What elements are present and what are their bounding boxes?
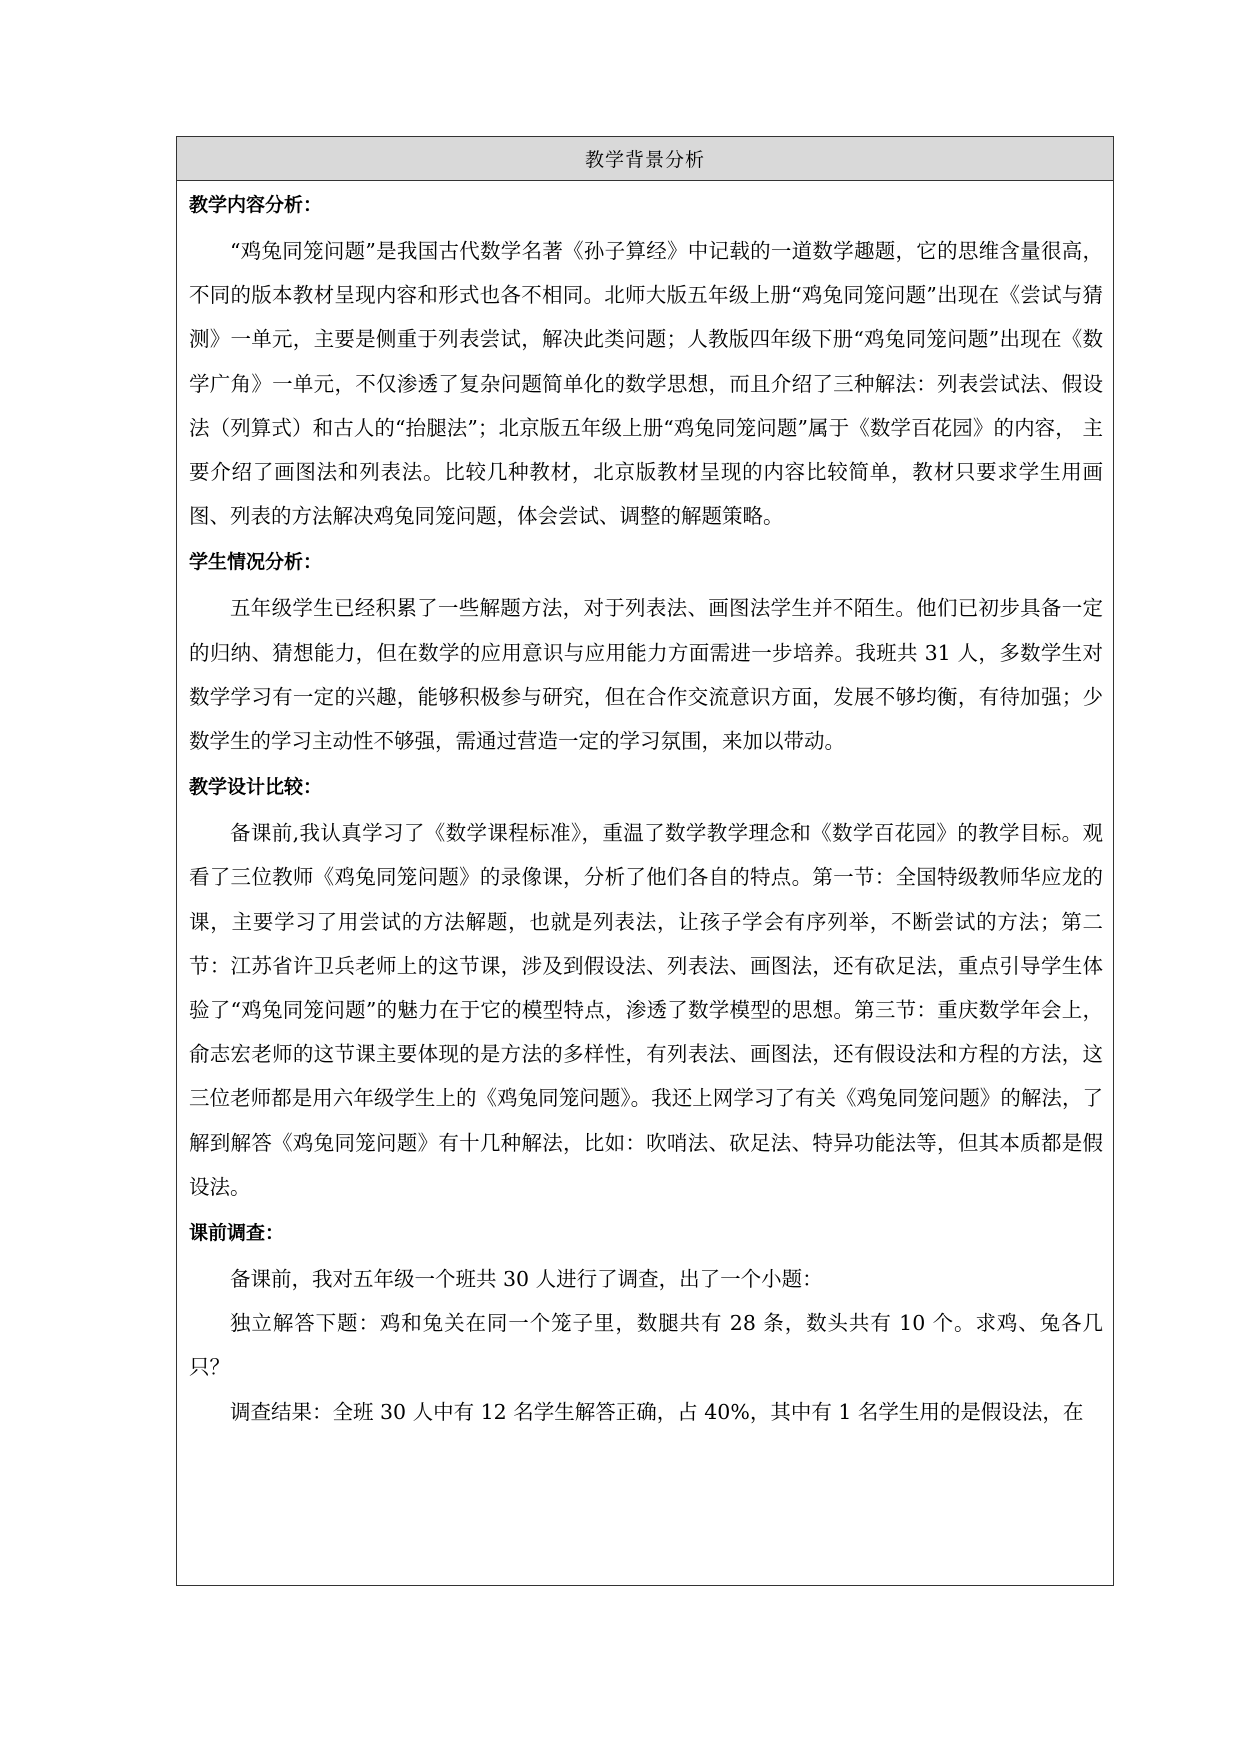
analysis-table [176,136,1114,1586]
table-body [177,181,1113,1434]
section-pre-class-survey [189,1209,1103,1434]
paragraph: “鸡兔同笼问题”是我国古代数学名著《孙子算经》中记载的一道数学趣题，它的思维含量很高，不同的版本教材呈现内容和形式也各不相同。北师大版五年级上册“鸡兔同笼问题”出现在《尝试与猜测》一单元，主要是侧重于列表尝试，解决此类问题；人教版四年级下册“鸡兔同笼问题”出现在《数学广角》一单元，不仅渗透了复杂问题简单化的数学思想，而且介绍了三种解法：列表尝试法、假设法（列算式）和古人的“抬腿法”；北京版五年级上册“鸡兔同笼问题”属于《数学百花园》的内容， 主要介绍了画图法和列表法。比较几种教材，北京版教材呈现的内容比较简单，教材只要求学生用画图、列表的方法解决鸡兔同笼问题，体会尝试、调整的解题策略。 [189,239,1103,529]
paragraph: 五年级学生已经积累了一些解题方法，对于列表法、画图法学生并不陌生。他们已初步具备一定的归纳、猜想能力，但在数学的应用意识与应用能力方面需进一步培养。我班共 31 人，多数学生对数学学习有一定的兴趣，能够积极参与研究，但在合作交流意识方面，发展不够均衡，有待加强；少数学生的学习主动性不够强，需通过营造一定的学习氛围，来加以带动。 [189,596,1103,754]
paragraph: 调查结果：全班 30 人中有 12 名学生解答正确，占 40%，其中有 1 名学生用的是假设法，在 [230,1399,1084,1424]
table-header: 教学背景分析 [177,137,1113,181]
paragraph: 独立解答下题：鸡和兔关在同一个笼子里，数腿共有 28 条，数头共有 10 个。求鸡、兔各几只？ [189,1311,1103,1380]
paragraph: 备课前,我认真学习了《数学课程标准》，重温了数学教学理念和《数学百花园》的教学目标。观看了三位教师《鸡兔同笼问题》的录像课，分析了他们各自的特点。第一节：全国特级教师华应龙的课，主要学习了用尝试的方法解题，也就是列表法，让孩子学会有序列举，不断尝试的方法；第二节：江苏省许卫兵老师上的这节课，涉及到假设法、列表法、画图法，还有砍足法，重点引导学生体验了“鸡兔同笼问题”的魅力在于它的模型特点，渗透了数学模型的思想。第三节：重庆数学年会上，俞志宏老师的这节课主要体现的是方法的多样性，有列表法、画图法，还有假设法和方程的方法，这三位老师都是用六年级学生上的《鸡兔同笼问题》。我还上网学习了有关《鸡兔同笼问题》的解法，了解到解答《鸡兔同笼问题》有十几种解法，比如：吹哨法、砍足法、特异功能法等，但其本质都是假设法。 [189,821,1103,1199]
section-content-analysis [189,181,1103,538]
section-title: 教学设计比较： [189,776,323,799]
section-title: 学生情况分析： [189,551,323,574]
paragraph: 备课前，我对五年级一个班共 30 人进行了调查，出了一个小题： [230,1267,823,1292]
section-design-comparison [189,763,1103,1209]
section-title: 教学内容分析： [189,194,323,216]
section-student-analysis [189,538,1103,763]
section-title: 课前调查： [189,1222,285,1245]
